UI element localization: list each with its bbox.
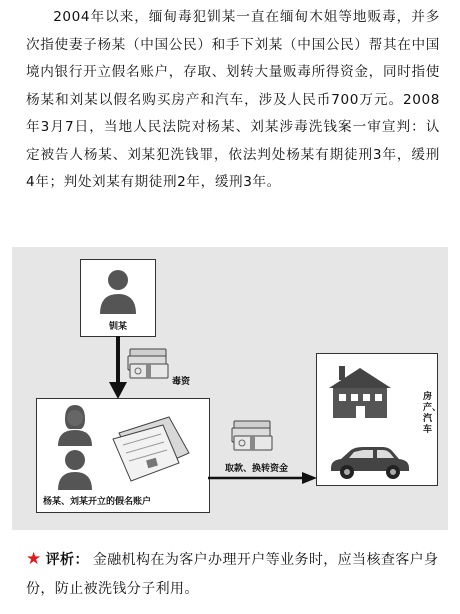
trafficker-label: 钏某	[108, 322, 127, 332]
money-bundle-icon	[126, 347, 170, 381]
star-icon: ★	[26, 549, 42, 569]
comment-paragraph	[26, 545, 442, 604]
bankbook-icon	[109, 413, 195, 485]
drug-money-label: 毒资	[172, 377, 191, 387]
assets-label: 房产、汽车	[423, 392, 442, 435]
accounts-box	[36, 398, 210, 513]
house-icon	[329, 362, 391, 418]
comment-title: 评析：	[45, 552, 89, 568]
money-bundle-icon	[230, 419, 274, 453]
arrow-down-icon	[108, 336, 128, 400]
car-icon	[327, 444, 411, 480]
woman-icon	[57, 403, 93, 447]
transfer-label: 取款、换转资金	[225, 464, 289, 474]
trafficker-box	[80, 259, 156, 337]
person-icon	[98, 266, 138, 316]
comment-text: 金融机构在为客户办理开户等业务时，应当核查客户身份，防止被洗钱分子利用。	[26, 552, 439, 597]
accounts-label: 杨某、刘某开立的假名账户	[43, 497, 152, 507]
man-icon	[57, 447, 93, 491]
money-laundering-diagram	[12, 247, 448, 530]
case-paragraph: 2004年以来，缅甸毒犯钏某一直在缅甸木姐等地贩毒，并多次指使妻子杨某（中国公民）和手下刘某（中国公民）帮其在中国境内银行开立假名账户，存取、划转大量贩毒所得资金，同时指使杨某和刘某以假名购买房产和汽车，涉及人民币700万元。2008年3月7日，当地人民法院对杨某、刘某涉毒洗钱案一审宣判：认定被告人杨某、刘某犯洗钱罪，依法判处杨某有期徒刑3年，缓刑4年；判处刘某有期徒刑2年，缓刑3年。	[26, 9, 440, 190]
assets-box	[316, 353, 442, 486]
